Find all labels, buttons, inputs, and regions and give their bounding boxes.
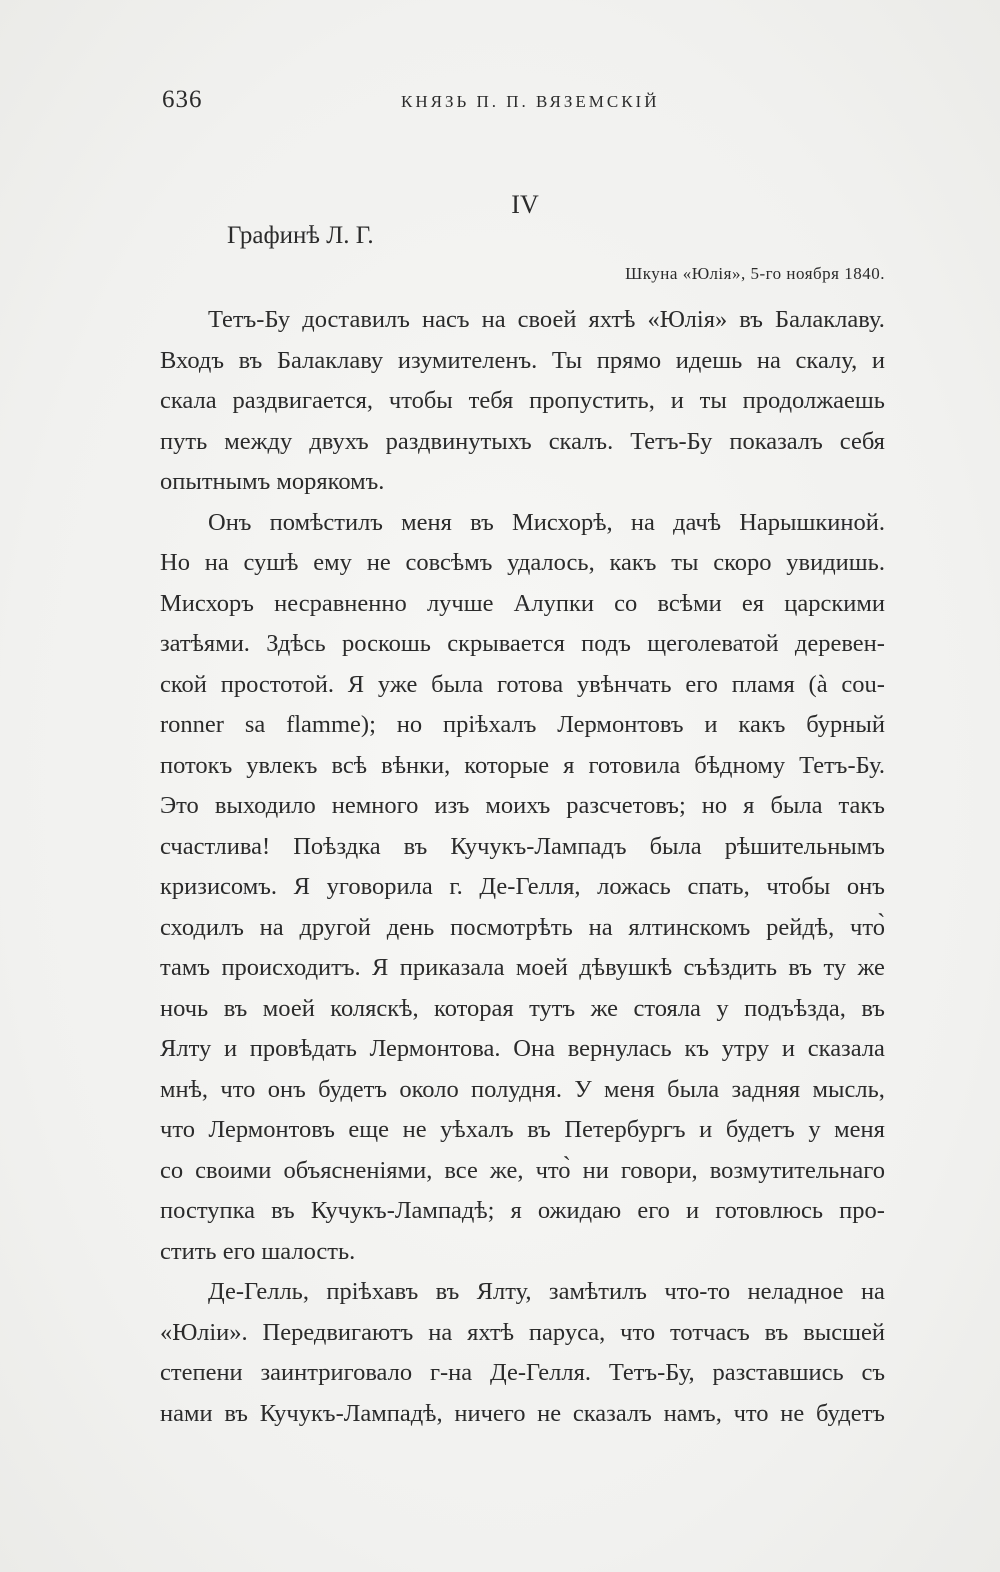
text-line: Но на сушѣ ему не совсѣмъ удалось, какъ ты скоро увидишь. xyxy=(160,549,885,576)
text-line: Де-Гелль, пріѣхавъ въ Ялту, замѣтилъ что-то неладное на xyxy=(208,1278,885,1305)
text-line: нами въ Кучукъ-Лампадѣ, ничего не сказалъ намъ, что не будетъ xyxy=(160,1399,885,1427)
text-line: ночь въ моей коляскѣ, которая тутъ же стояла у подъѣзда, въ xyxy=(160,994,885,1022)
letter-dateline: Шкуна «Юлія», 5-го ноября 1840. xyxy=(625,264,885,283)
text-line: тамъ происходитъ. Я приказала моей дѣвушкѣ съѣздить въ ту же xyxy=(160,954,885,981)
text-line: потокъ увлекъ всѣ вѣнки, которые я готовила бѣдному Тетъ-Бу. xyxy=(160,751,885,779)
page-header xyxy=(162,86,882,116)
section-number: IV xyxy=(511,190,539,219)
letter-salutation: Графинѣ Л. Г. xyxy=(227,222,374,249)
text-line: со своими объясненіями, все же, что̀ ни говори, возмутительнаго xyxy=(160,1156,885,1184)
text-line: ской простотой. Я уже была готова увѣнчать его пламя (à cou- xyxy=(160,670,885,698)
text-line: степени заинтриговало г-на Де-Гелля. Тетъ-Бу, разставшись съ xyxy=(160,1359,885,1386)
text-line: стить его шалость. xyxy=(160,1237,356,1265)
text-line: «Юліи». Передвигаютъ на яхтѣ паруса, что тотчасъ въ высшей xyxy=(160,1318,885,1346)
text-line: что Лермонтовъ еще не уѣхалъ въ Петербургъ и будетъ у меня xyxy=(160,1116,885,1143)
text-line: сходилъ на другой день посмотрѣть на ялтинскомъ рейдѣ, что̀ xyxy=(160,913,885,941)
text-line: опытнымъ морякомъ. xyxy=(160,468,385,495)
text-line: Это выходило немного изъ моихъ разсчетовъ; но я была такъ xyxy=(160,792,885,819)
text-line: ronner sa flamme); но пріѣхалъ Лермонтовъ и какъ бурный xyxy=(160,711,885,738)
text-line: затѣями. Здѣсь роскошь скрывается подъ щеголеватой деревен- xyxy=(160,630,885,657)
letter-body xyxy=(160,300,885,1434)
text-line: путь между двухъ раздвинутыхъ скалъ. Тетъ-Бу показалъ себя xyxy=(160,427,885,455)
text-line: Мисхоръ несравненно лучше Алупки со всѣми ея царскими xyxy=(160,589,885,617)
text-line: счастлива! Поѣздка въ Кучукъ-Лампадъ была рѣшительнымъ xyxy=(160,832,885,860)
text-line: скала раздвигается, чтобы тебя пропустить, и ты продолжаешь xyxy=(160,387,885,414)
page-number: 636 xyxy=(162,86,203,113)
text-line: кризисомъ. Я уговорила г. Де-Гелля, ложась спать, чтобы онъ xyxy=(160,873,885,900)
text-line: Входъ въ Балаклаву изумителенъ. Ты прямо идешь на скалу, и xyxy=(160,346,885,374)
text-line: Тетъ-Бу доставилъ насъ на своей яхтѣ «Юлія» въ Балаклаву. xyxy=(208,306,885,333)
text-line: мнѣ, что онъ будетъ около полудня. У меня была задняя мысль, xyxy=(160,1075,885,1103)
text-line: Ялту и провѣдать Лермонтова. Она вернулась къ утру и сказала xyxy=(160,1035,885,1062)
text-line: поступка въ Кучукъ-Лампадѣ; я ожидаю его и готовлюсь про- xyxy=(160,1197,885,1224)
text-line: Онъ помѣстилъ меня въ Мисхорѣ, на дачѣ Нарышкиной. xyxy=(208,508,885,536)
running-title: КНЯЗЬ П. П. ВЯЗЕМСКІЙ xyxy=(401,92,660,111)
